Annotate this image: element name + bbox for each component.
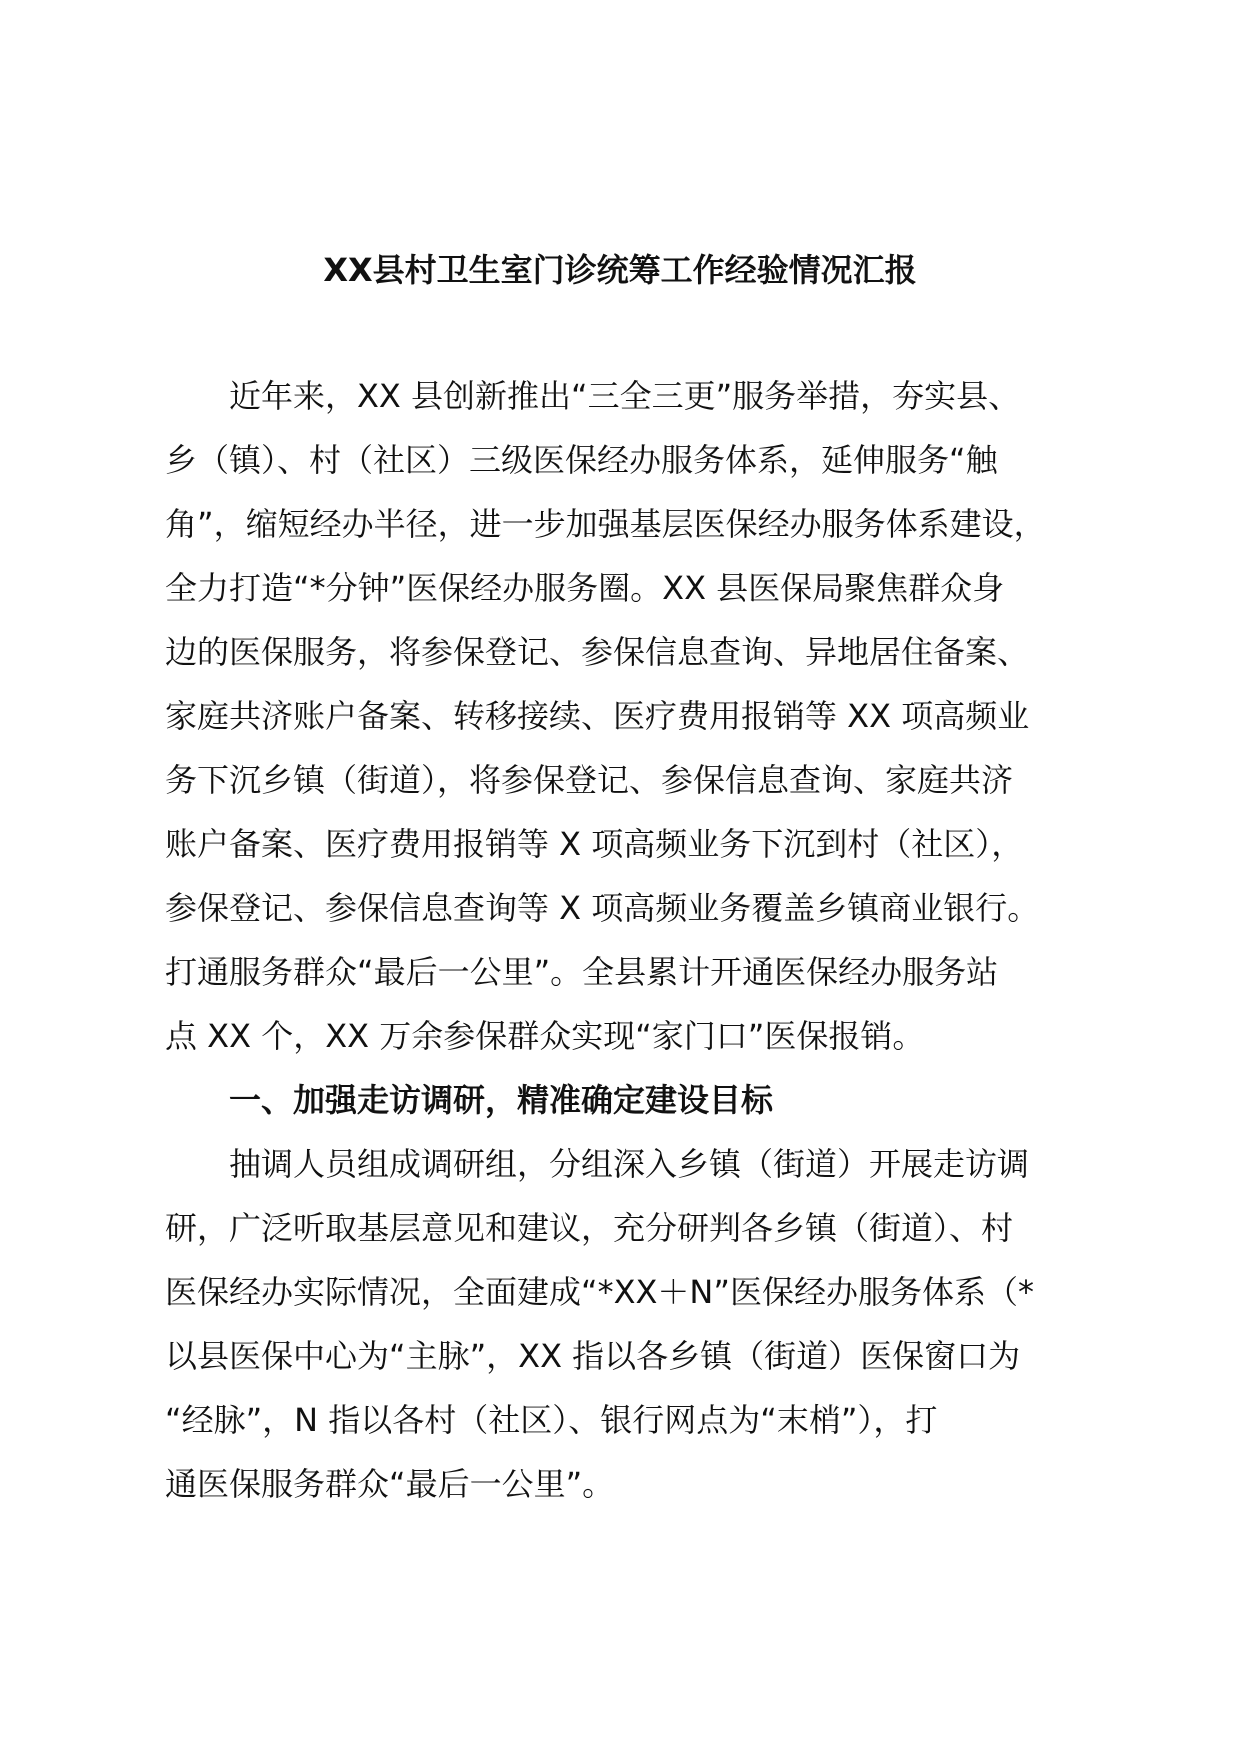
paragraph-line: 研，广泛听取基层意见和建议，充分研判各乡镇（街道）、村 xyxy=(165,1209,1014,1247)
paragraph-line: “经脉”，N 指以各村（社区）、银行网点为“末梢”），打 xyxy=(165,1401,938,1439)
paragraph-line: 账户备案、医疗费用报销等 X 项高频业务下沉到村（社区）， xyxy=(165,825,1024,863)
document-title: XX县村卫生室门诊统筹工作经验情况汇报 xyxy=(323,251,917,289)
paragraph-line: 以县医保中心为“主脉”，XX 指以各乡镇（街道）医保窗口为 xyxy=(165,1337,1021,1375)
paragraph-line: 家庭共济账户备案、转移接续、医疗费用报销等 XX 项高频业 xyxy=(165,697,1030,735)
paragraph-line: 参保登记、参保信息查询等 X 项高频业务覆盖乡镇商业银行。 xyxy=(165,889,1040,927)
paragraph-intro xyxy=(165,364,1095,1516)
paragraph-line: 务下沉乡镇（街道），将参保登记、参保信息查询、家庭共济 xyxy=(165,761,1014,799)
paragraph-line: 通医保服务群众“最后一公里”。 xyxy=(165,1465,615,1503)
paragraph-line: 全力打造“*分钟”医保经办服务圈。XX 县医保局聚焦群众身 xyxy=(165,569,1005,607)
section-heading: 一、加强走访调研，精准确定建设目标 xyxy=(229,1081,774,1119)
paragraph-line: 角”，缩短经办半径，进一步加强基层医保经办服务体系建设， xyxy=(165,505,1046,543)
paragraph-line: 乡（镇）、村（社区）三级医保经办服务体系，延伸服务“触 xyxy=(165,441,998,479)
paragraph-line: 抽调人员组成调研组，分组深入乡镇（街道）开展走访调 xyxy=(229,1145,1030,1183)
paragraph-line: 打通服务群众“最后一公里”。全县累计开通医保经办服务站 xyxy=(165,953,999,991)
paragraph-line: 近年来，XX 县创新推出“三全三更”服务举措，夯实县、 xyxy=(229,377,1021,415)
paragraph-line: 点 XX 个，XX 万余参保群众实现“家门口”医保报销。 xyxy=(165,1017,925,1055)
paragraph-line: 医保经办实际情况，全面建成“*XX＋N”医保经办服务体系（* xyxy=(165,1273,1034,1311)
paragraph-line: 边的医保服务，将参保登记、参保信息查询、异地居住备案、 xyxy=(165,633,1030,671)
